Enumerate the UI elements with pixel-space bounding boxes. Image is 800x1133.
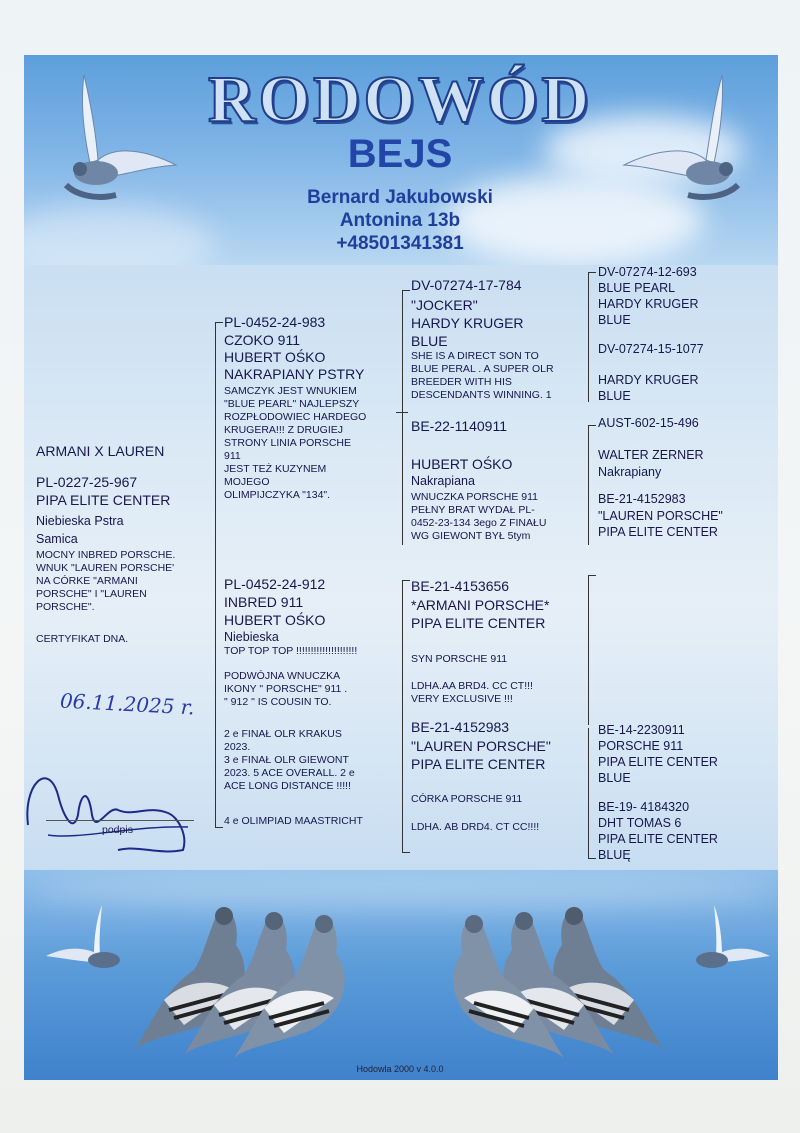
dove-icon: [664, 900, 774, 980]
father-ring: PL-0452-24-983: [224, 314, 326, 330]
father-color: NAKRAPIANY PSTRY: [224, 366, 365, 382]
father-notes: SAMCZYK JEST WNUKIEM "BLUE PEARL" NAJLEPSZY ROZPŁODOWIEC HARDEGO KRUGERA!!! Z DRUGIEJ STRONY LINIA PORSCHE 911 JEST TEŻ KUZYNEM MOJEGO OLIMPIJCZYKA "134".: [224, 385, 367, 501]
fff-color: BLUE: [598, 313, 631, 327]
bracket-line: [588, 575, 589, 725]
fm-breeder: HUBERT OŚKO: [411, 456, 513, 472]
fff-name: BLUE PEARL: [598, 281, 676, 295]
fff-breeder: HARDY KRUGER: [598, 297, 699, 311]
fm-color: Nakrapiana: [411, 474, 475, 488]
fmm-ring: BE-21-4152983: [598, 492, 686, 506]
bracket-line: [215, 827, 223, 828]
footer-banner: [24, 870, 778, 1080]
owner-phone: +48501341381: [336, 233, 464, 254]
bracket-line: [588, 425, 596, 426]
mm-notes: LDHA. AB DRD4. CT CC!!!!: [411, 821, 540, 833]
subject-ring: PL-0227-25-967: [36, 474, 138, 490]
ff-color: BLUE: [411, 333, 448, 349]
mf-notes: LDHA.AA BRD4. CC CT!!! VERY EXCLUSIVE !!!: [411, 680, 533, 705]
loft-name: BEJS: [347, 132, 453, 176]
bracket-line: [396, 412, 408, 413]
ffm-breeder: HARDY KRUGER: [598, 373, 699, 387]
bracket-line: [402, 580, 410, 581]
pigeon-icon: [434, 900, 674, 1070]
mmf-color: BLUE: [598, 771, 631, 785]
ff-ring: DV-07274-17-784: [411, 277, 522, 293]
bracket-line: [588, 858, 596, 859]
ffm-color: BLUE: [598, 389, 631, 403]
mother-ring: PL-0452-24-912: [224, 576, 326, 592]
subject-notes: MOCNY INBRED PORSCHE. WNUK "LAUREN PORSCHE' NA CÓRKE "ARMANI PORSCHE" I "LAUREN PORSCHE".: [36, 549, 176, 613]
signature-label: podpis: [102, 824, 133, 836]
mmm-ring: BE-19- 4184320: [598, 800, 690, 814]
ff-breeder: HARDY KRUGER: [411, 315, 524, 331]
subject-sex: Samica: [36, 532, 78, 546]
mother-breeder: HUBERT OŚKO: [224, 612, 326, 628]
signature-line: [46, 820, 194, 821]
father-breeder: HUBERT OŚKO: [224, 349, 326, 365]
bracket-line: [402, 580, 403, 852]
software-footer: Hodowla 2000 v 4.0.0: [356, 1064, 444, 1074]
owner-name: Bernard Jakubowski: [307, 187, 493, 208]
ff-name: "JOCKER": [411, 297, 478, 313]
father-name: CZOKO 911: [224, 332, 300, 348]
mother-notes: PODWÓJNA WNUCZKA IKONY " PORSCHE" 911 . " 912 " IS COUSIN TO.: [224, 670, 348, 708]
mf-ring: BE-21-4153656: [411, 578, 510, 594]
fm-notes: WNUCZKA PORSCHE 911 PEŁNY BRAT WYDAŁ PL- 0452-23-134 3ego Z FINAŁU WG GIEWONT BYŁ 5tym: [411, 491, 547, 542]
pigeon-icon: [124, 900, 364, 1070]
fmm-breeder: PIPA ELITE CENTER: [598, 525, 718, 539]
mf-notes: SYN PORSCHE 911: [411, 653, 508, 665]
bracket-line: [588, 575, 596, 576]
fff-ring: DV-07274-12-693: [598, 265, 697, 279]
fm-ring: BE-22-1140911: [411, 418, 507, 434]
fmf-breeder: WALTER ZERNER: [598, 448, 704, 462]
mm-ring: BE-21-4152983: [411, 719, 510, 735]
mmf-name: PORSCHE 911: [598, 739, 684, 753]
subject-certificate: CERTYFIKAT DNA.: [36, 633, 129, 645]
fmf-ring: AUST-602-15-496: [598, 416, 699, 430]
mmm-color: BLUĘ: [598, 848, 631, 862]
bracket-line: [215, 322, 216, 827]
bracket-line: [588, 728, 589, 858]
mother-notes: 2 e FINAŁ OLR KRAKUS 2023. 3 e FINAŁ OLR GIEWONT 2023. 5 ACE OVERALL. 2 e ACE LONG DISTANCE !!!!!: [224, 728, 355, 792]
ffm-ring: DV-07274-15-1077: [598, 342, 704, 356]
mother-notes: TOP TOP TOP !!!!!!!!!!!!!!!!!!!!!: [224, 645, 358, 657]
subject-breeder: PIPA ELITE CENTER: [36, 492, 171, 508]
bracket-line: [215, 322, 223, 323]
mmm-name: DHT TOMAS 6: [598, 816, 682, 830]
signature-date: 06.11.2025 r.: [59, 688, 196, 720]
owner-address: Antonina 13b: [339, 210, 461, 231]
bracket-line: [588, 425, 589, 545]
bracket-line: [588, 272, 596, 273]
signature-icon: [18, 755, 198, 865]
subject-color: Niebieska Pstra: [36, 514, 124, 528]
bracket-line: [402, 290, 403, 545]
mf-name: *ARMANI PORSCHE*: [411, 597, 550, 613]
mother-color: Niebieska: [224, 630, 279, 644]
mmf-breeder: PIPA ELITE CENTER: [598, 755, 718, 769]
mmf-ring: BE-14-2230911: [598, 723, 685, 737]
fmm-name: "LAUREN PORSCHE": [598, 509, 723, 523]
mother-notes: 4 e OLIMPIAD MAASTRICHT: [224, 815, 363, 827]
mf-breeder: PIPA ELITE CENTER: [411, 615, 546, 631]
bracket-line: [402, 290, 410, 291]
page-title: RODOWÓD: [208, 63, 592, 136]
mother-name: INBRED 911: [224, 594, 304, 610]
mm-name: "LAUREN PORSCHE": [411, 738, 551, 754]
fmf-color: Nakrapiany: [598, 465, 662, 479]
mmm-breeder: PIPA ELITE CENTER: [598, 832, 718, 846]
subject-pairing: ARMANI X LAUREN: [36, 443, 165, 459]
mm-notes: CÓRKA PORSCHE 911: [411, 793, 523, 805]
bracket-line: [588, 272, 589, 402]
mm-breeder: PIPA ELITE CENTER: [411, 756, 546, 772]
bracket-line: [402, 852, 410, 853]
ff-notes: SHE IS A DIRECT SON TO BLUE PERAL . A SUPER OLR BREEDER WITH HIS DESCENDANTS WINNING. 1: [411, 350, 554, 401]
